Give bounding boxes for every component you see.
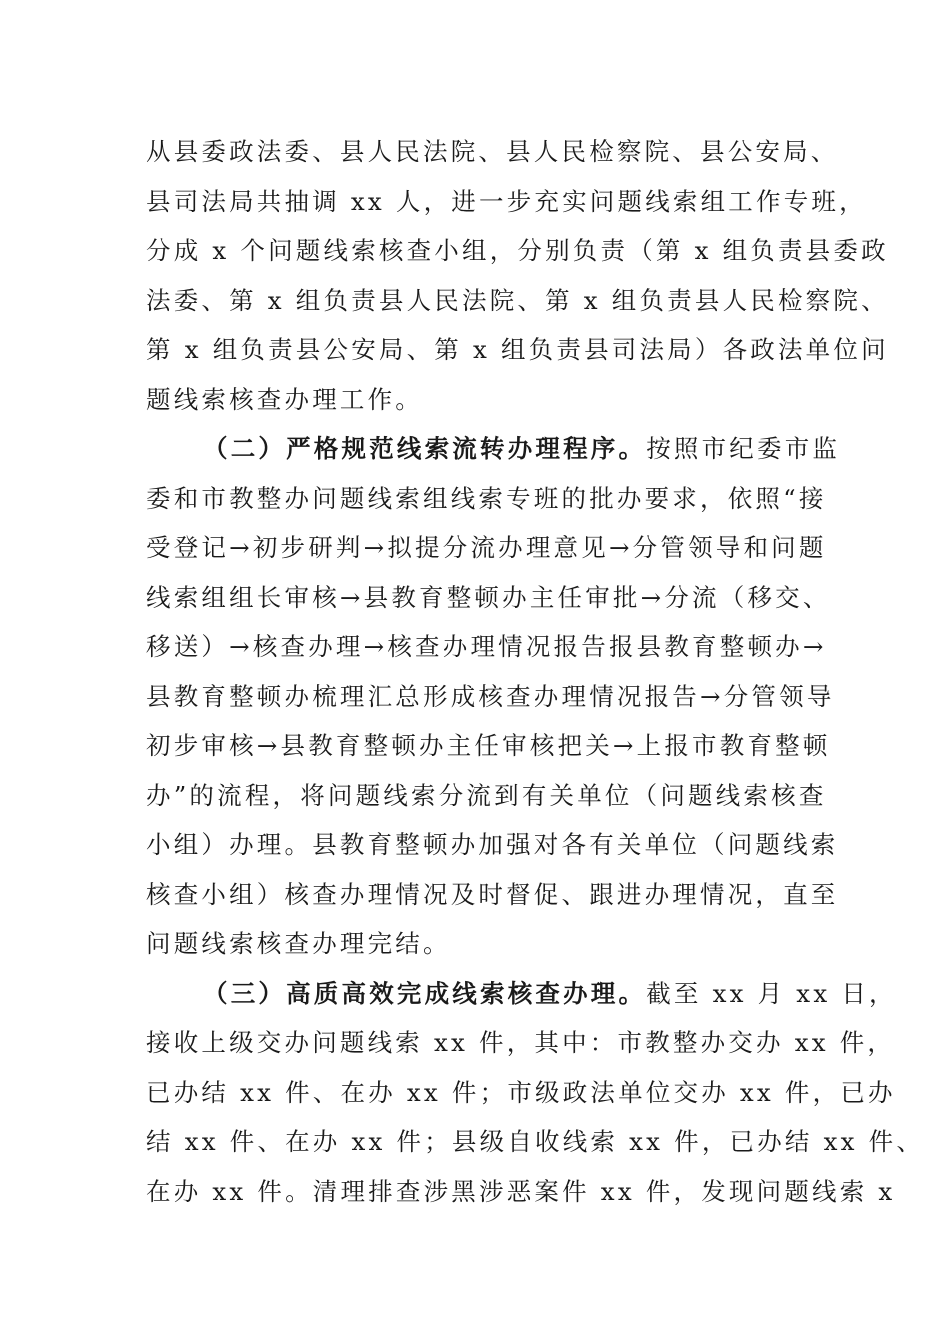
document-body [146, 127, 925, 1216]
paragraph-first-line [146, 424, 841, 474]
text-line: 已办结 xx 件、在办 xx 件；市级政法单位交办 xx 件，已办 [146, 1077, 896, 1107]
text-line: 法委、第 x 组负责县人民法院、第 x 组负责县人民检察院、 [146, 285, 889, 315]
text-line: 第 x 组负责县公安局、第 x 组负责县司法局）各政法单位问 [146, 335, 889, 364]
section-heading: （三）高质高效完成线索核查办理。 [203, 978, 647, 1008]
text-line: 核查小组）核查办理情况及时督促、跟进办理情况，直至 [146, 879, 839, 909]
text-line: 题线索核查办理工作。 [146, 384, 423, 414]
text-line: 从县委政法委、县人民法院、县人民检察院、县公安局、 [146, 137, 839, 166]
text-line: 初步审核→县教育整顿办主任审核把关→上报市教育整顿 [146, 731, 831, 760]
text-line: 县司法局共抽调 xx 人，进一步充实问题线索组工作专班， [146, 186, 867, 216]
text-line: 县教育整顿办梳理汇总形成核查办理情况报告→分管领导 [146, 681, 835, 711]
text-run: 截至 xx 月 xx 日， [646, 978, 897, 1008]
text-line: 小组）办理。县教育整顿办加强对各有关单位（问题线索 [146, 830, 839, 859]
text-line: 委和市教整办问题线索组线索专班的批办要求，依照“接 [146, 483, 827, 513]
paragraph-2 [146, 424, 841, 969]
text-line: 结 xx 件、在办 xx 件；县级自收线索 xx 件，已办结 xx 件、 [146, 1127, 925, 1156]
text-line: 受登记→初步研判→拟提分流办理意见→分管领导和问题 [146, 533, 827, 562]
text-line: 接收上级交办问题线索 xx 件，其中：市教整办交办 xx 件， [146, 1028, 896, 1057]
text-run: 按照市纪委市监 [646, 434, 841, 463]
paragraph-3 [146, 969, 925, 1217]
text-line: 办”的流程，将问题线索分流到有关单位（问题线索核查 [146, 780, 827, 810]
text-line: 问题线索核查办理完结。 [146, 929, 451, 958]
text-line: 分成 x 个问题线索核查小组，分别负责（第 x 组负责县委政 [146, 236, 889, 265]
section-heading: （二）严格规范线索流转办理程序。 [203, 434, 647, 463]
text-line: 在办 xx 件。清理排查涉黑涉恶案件 xx 件，发现问题线索 x [146, 1176, 896, 1206]
text-line: 移送）→核查办理→核查办理情况报告报县教育整顿办→ [146, 632, 827, 661]
paragraph-first-line [146, 969, 897, 1019]
paragraph-1 [146, 127, 889, 424]
text-line: 线索组组长审核→县教育整顿办主任审批→分流（移交、 [146, 582, 831, 612]
